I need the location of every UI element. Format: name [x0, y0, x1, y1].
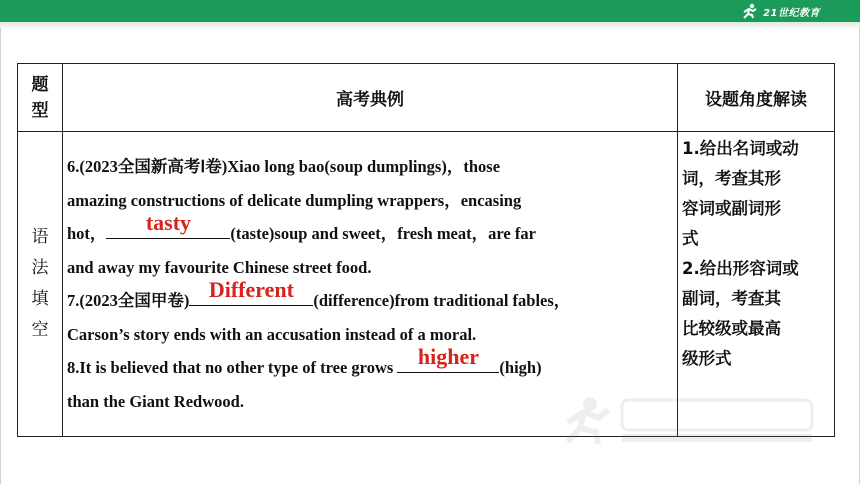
reading-line: 比较级或最高 [682, 319, 781, 338]
reading-line: 容词或副词形 [682, 199, 781, 218]
q7-before: 7.(2023全国甲卷) [67, 291, 190, 310]
reading-line: 副词，考查其 [682, 289, 781, 308]
q8-after: (high) [499, 358, 542, 377]
q7-after: (difference)from traditional fables， [313, 291, 571, 310]
logo-text: 21世纪教育 [763, 7, 820, 19]
header-example: 高考典例 [63, 64, 678, 132]
q8-line2: than the Giant Redwood. [67, 391, 244, 411]
banner-shadow [0, 22, 860, 30]
reading-line: 式 [682, 229, 699, 248]
header-row [18, 64, 835, 132]
reading-line: 词，考查其形 [682, 169, 781, 188]
body-row [18, 132, 835, 437]
exam-table [17, 63, 835, 437]
reading-cell [678, 132, 835, 437]
examples-cell [63, 132, 678, 437]
runner-icon [741, 3, 759, 19]
q6-before: hot， [67, 224, 107, 243]
header-type-text: 题型 [31, 74, 49, 121]
left-border [0, 28, 1, 484]
q7-line1 [67, 277, 671, 318]
watermark-logo [560, 392, 820, 446]
q6-line3 [67, 210, 671, 251]
brand-logo [741, 2, 820, 20]
reading-line: 级形式 [682, 349, 732, 368]
q6-line2: amazing constructions of delicate dumpling wrappers，encasing [67, 190, 522, 210]
q8-blank [397, 344, 499, 373]
q6-line4: and away my favourite Chinese street food. [67, 257, 372, 277]
reading-line: 1.给出名词或动 [682, 139, 799, 158]
header-type [18, 64, 63, 132]
q8-before: 8.It is believed that no other type of tree grows [67, 358, 398, 377]
q7-answer: Different [208, 277, 294, 302]
question-type-cell [18, 132, 63, 437]
q6-after: (taste)soup and sweet，fresh meat，are far [230, 224, 536, 243]
header-reading: 设题角度解读 [678, 64, 835, 132]
q6-line1: 6.(2023全国新高考Ⅰ卷)Xiao long bao(soup dumplings)，those [67, 157, 501, 176]
question-type-text: 语法填空 [31, 227, 49, 340]
q8-answer: higher [417, 344, 479, 369]
q6-blank [106, 210, 230, 239]
q7-line2: Carson’s story ends with an accusation instead of a moral. [67, 324, 477, 344]
q6-answer: tasty [145, 210, 192, 235]
reading-line: 2.给出形容词或 [682, 259, 799, 278]
q8-line1 [67, 344, 671, 385]
top-banner [0, 0, 860, 22]
q7-blank [189, 277, 313, 306]
